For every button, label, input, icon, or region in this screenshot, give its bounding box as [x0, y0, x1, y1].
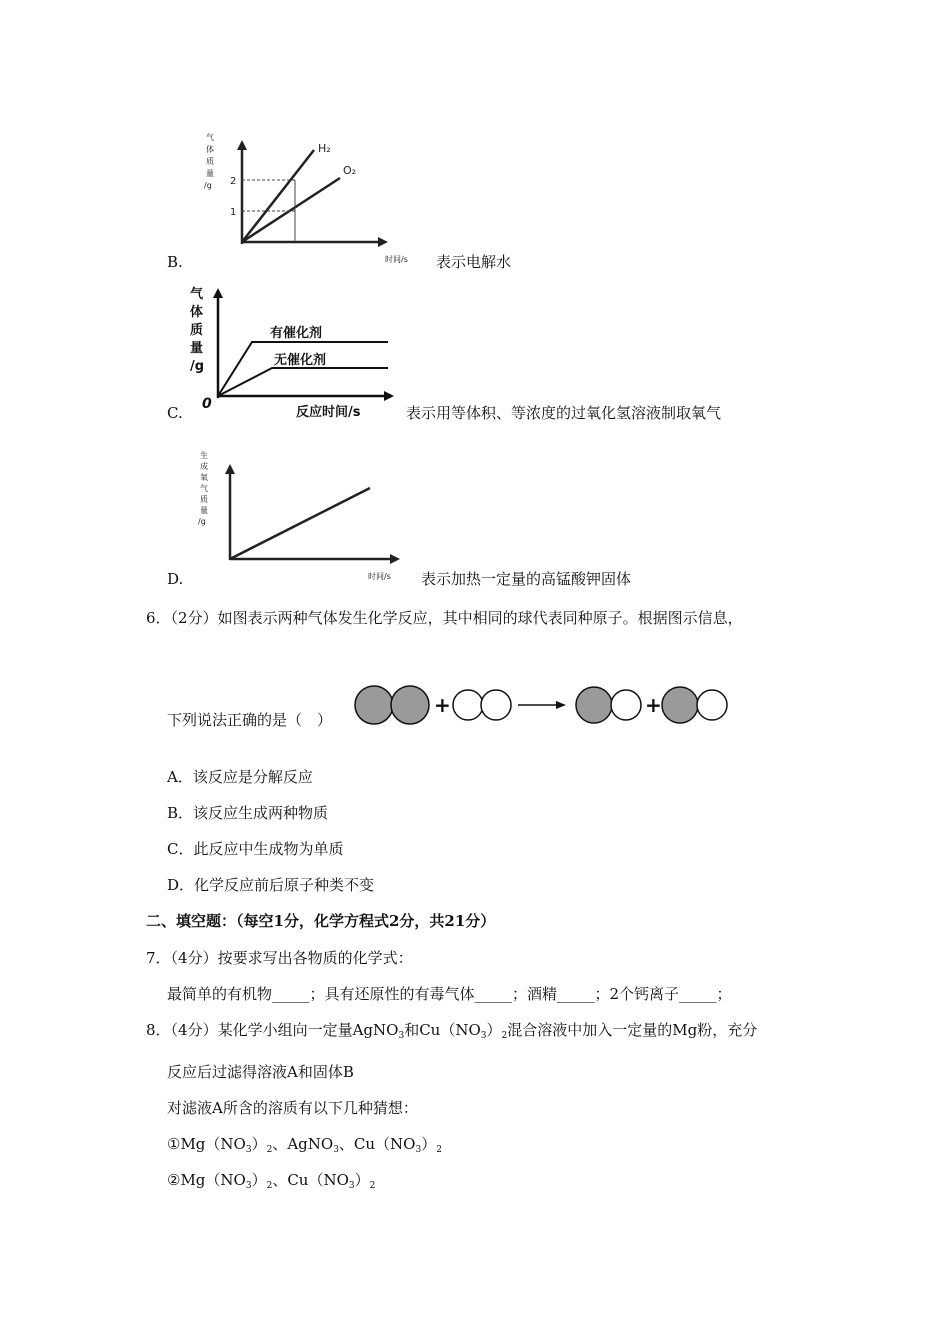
- formula-part: ）: [251, 1171, 267, 1189]
- q8-guess-2: [167, 1170, 375, 1196]
- graph-d-y-arrow: [225, 464, 235, 474]
- graph-c-x-arrow: [384, 391, 394, 401]
- graph-d-ylabel-char: /g: [198, 517, 206, 526]
- option-c-desc: 表示用等体积、等浓度的过氧化氢溶液制取氧气: [406, 404, 722, 422]
- graph-b-y-arrow: [237, 140, 247, 150]
- graph-b-ytick-2: 2: [230, 176, 237, 187]
- q6-stem-line2: 下列说法正确的是（ ）: [167, 711, 333, 729]
- graph-d-xlabel: 时间/s: [368, 572, 391, 581]
- q8-stem-line1: [146, 1020, 757, 1046]
- graph-c-ylabel: [190, 286, 204, 374]
- molecule-a-atom-2: [391, 686, 429, 724]
- formula-part: ②Mg（NO: [167, 1171, 246, 1189]
- graph-b-ylabel-char: 质: [206, 157, 214, 166]
- subscript: 2: [436, 1145, 442, 1155]
- q6-option-c: C．此反应中生成物为单质: [167, 840, 344, 858]
- graph-b-ylabel-char: 量: [206, 169, 214, 178]
- plus-sign-1: +: [434, 693, 451, 717]
- graph-c-origin: 0: [202, 396, 212, 412]
- graph-d-oxygen-line: [230, 488, 370, 559]
- graph-c-ylabel-char: 体: [190, 305, 204, 320]
- graph-c-ylabel-char: /g: [190, 359, 205, 374]
- graph-b-ylabel-char: 气: [206, 133, 214, 142]
- option-b-desc: 表示电解水: [436, 253, 512, 271]
- q6-option-b: B．该反应生成两种物质: [167, 804, 329, 822]
- graph-c-y-arrow: [213, 288, 223, 298]
- subscript: 2: [369, 1181, 376, 1191]
- option-d-desc: 表示加热一定量的高锰酸钾固体: [421, 570, 632, 588]
- formula-part: 、AgNO: [272, 1135, 334, 1153]
- graph-b-ylabel: [204, 132, 214, 190]
- subscript: 2: [266, 1181, 273, 1191]
- q7-stem: 7．（4分）按要求写出各物质的化学式：: [146, 949, 413, 967]
- formula-part: ）: [421, 1135, 437, 1153]
- formula-part: ①Mg（NO: [167, 1135, 246, 1153]
- q8-stem-part: 混合溶液中加入一定量的Mg粉，充分: [507, 1021, 758, 1039]
- molecule-a-atom-1: [355, 686, 393, 724]
- q6-stem-line1: 6．（2分）如图表示两种气体发生化学反应，其中相同的球代表同种原子。根据图示信息，: [146, 609, 743, 627]
- product-1-atom-white: [611, 690, 641, 720]
- subscript: 3: [398, 1031, 405, 1041]
- graph-d-ylabel-char: 气: [200, 484, 208, 493]
- subscript: 2: [266, 1145, 273, 1155]
- q8-stem-line3: 对滤液A所含的溶质有以下几种猜想：: [167, 1099, 418, 1117]
- graph-d-ylabel-char: 成: [200, 462, 208, 471]
- graph-b: [200, 128, 430, 268]
- q8-stem-part: 和Cu（NO: [404, 1021, 481, 1039]
- graph-b-series-h2: H₂: [318, 142, 331, 155]
- subscript: 2: [501, 1031, 508, 1041]
- graph-b-x-arrow: [378, 237, 388, 247]
- q7-blanks-line: 最简单的有机物_____；具有还原性的有毒气体_____；酒精_____；2个钙离子_____；: [167, 985, 732, 1003]
- graph-c: [188, 284, 408, 419]
- graph-d-ylabel: [198, 450, 208, 526]
- reaction-diagram: [350, 676, 735, 734]
- graph-b-ytick-1: 1: [230, 207, 237, 218]
- molecule-b-atom-1: [453, 690, 483, 720]
- option-c-label: C.: [167, 404, 183, 422]
- formula-part: 、Cu（NO: [338, 1135, 416, 1153]
- molecule-b-atom-2: [481, 690, 511, 720]
- option-b-label: B.: [167, 253, 183, 271]
- formula-part: ）: [354, 1171, 370, 1189]
- subscript: 3: [245, 1145, 252, 1155]
- subscript: 3: [480, 1031, 487, 1041]
- formula-part: ）: [251, 1135, 267, 1153]
- graph-d-ylabel-char: 生: [200, 451, 208, 460]
- q6-option-a: A．该反应是分解反应: [167, 768, 313, 786]
- option-d-label: D.: [167, 570, 184, 588]
- graph-c-series-catalyst: 有催化剂: [270, 326, 323, 341]
- q8-stem-part: 8．（4分）某化学小组向一定量AgNO: [146, 1021, 399, 1039]
- subscript: 3: [333, 1145, 339, 1155]
- graph-d-ylabel-char: 质: [200, 495, 208, 504]
- q8-guess-1: [167, 1134, 442, 1160]
- graph-b-o2-line: [242, 178, 340, 242]
- graph-c-ylabel-char: 气: [190, 287, 204, 302]
- product-2-atom-grey: [662, 687, 698, 723]
- graph-c-nocatalyst-line: [218, 368, 388, 396]
- subscript: 3: [245, 1181, 252, 1191]
- graph-c-ylabel-char: 量: [190, 341, 204, 356]
- graph-b-xlabel: 时间/s: [385, 255, 408, 264]
- graph-d-ylabel-char: 量: [200, 506, 208, 515]
- product-1-atom-grey: [576, 687, 612, 723]
- graph-c-xlabel: 反应时间/s: [296, 405, 361, 419]
- graph-d-ylabel-char: 氧: [200, 473, 208, 482]
- q8-stem-part: ）: [486, 1021, 502, 1039]
- graph-d: [196, 448, 426, 583]
- section-2-title: 二、填空题：（每空1分，化学方程式2分，共21分）: [146, 912, 496, 930]
- subscript: 3: [348, 1181, 355, 1191]
- graph-b-ylabel-char: /g: [204, 181, 212, 190]
- graph-b-series-o2: O₂: [343, 164, 357, 177]
- reaction-arrowhead: [556, 701, 566, 709]
- plus-sign-2: +: [645, 693, 662, 717]
- q6-option-d: D．化学反应前后原子种类不变: [167, 876, 375, 894]
- formula-part: 、Cu（NO: [272, 1171, 349, 1189]
- graph-c-series-nocatalyst: 无催化剂: [274, 353, 327, 368]
- graph-d-x-arrow: [390, 554, 400, 564]
- graph-c-ylabel-char: 质: [190, 323, 204, 338]
- graph-b-ylabel-char: 体: [206, 145, 214, 154]
- graph-b-h2-line: [242, 150, 314, 242]
- product-2-atom-white: [697, 690, 727, 720]
- subscript: 3: [415, 1145, 422, 1155]
- q8-stem-line2: 反应后过滤得溶液A和固体B: [167, 1063, 354, 1081]
